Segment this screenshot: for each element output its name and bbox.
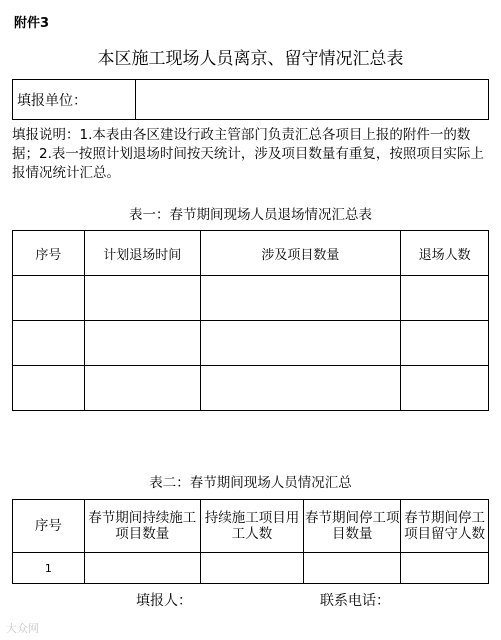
document-title: 本区施工现场人员离京、留守情况汇总表: [97, 49, 404, 69]
table-cell[interactable]: [84, 553, 200, 584]
table-cell[interactable]: [13, 321, 85, 366]
table2-title: 表二：春节期间现场人员情况汇总: [149, 475, 352, 491]
table-cell[interactable]: [13, 276, 85, 321]
table-cell[interactable]: [84, 366, 200, 411]
unit-table: [12, 79, 489, 120]
watermark: 大众网: [6, 622, 39, 635]
table2-header-row: [13, 500, 489, 553]
table-cell[interactable]: [84, 321, 200, 366]
table-cell[interactable]: [13, 366, 85, 411]
table1: [12, 230, 489, 411]
table-cell[interactable]: [401, 553, 489, 584]
table1-header-cell: 计划退场时间: [84, 231, 200, 276]
table2-header-cell: 持续施工项目用工人数: [200, 500, 304, 553]
table1-header-row: [13, 231, 489, 276]
table-cell[interactable]: [84, 276, 200, 321]
table-cell[interactable]: [200, 276, 401, 321]
table-cell[interactable]: 1: [13, 553, 85, 584]
table-cell[interactable]: [401, 276, 489, 321]
table-row: [13, 276, 489, 321]
table2-header-cell: 序号: [13, 500, 85, 553]
table-cell[interactable]: [200, 553, 304, 584]
table-cell[interactable]: [200, 321, 401, 366]
phone-label: 联系电话：: [320, 593, 390, 609]
table-cell[interactable]: [401, 321, 489, 366]
table-row: [13, 366, 489, 411]
unit-label: 填报单位：: [13, 80, 136, 120]
table-row: [13, 553, 489, 584]
table1-title: 表一：春节期间现场人员退场情况汇总表: [129, 207, 372, 223]
table2: [12, 499, 489, 584]
table-cell[interactable]: [200, 366, 401, 411]
table-cell[interactable]: [304, 553, 401, 584]
table1-header-cell: 退场人数: [401, 231, 489, 276]
table2-header-cell: 春节期间停工项目留守人数: [401, 500, 489, 553]
table1-header-cell: 序号: [13, 231, 85, 276]
signer-label: 填报人：: [136, 593, 192, 609]
table-cell[interactable]: [401, 366, 489, 411]
unit-value-field[interactable]: [136, 80, 489, 120]
table1-header-cell: 涉及项目数量: [200, 231, 401, 276]
table2-header-cell: 春节期间持续施工项目数量: [84, 500, 200, 553]
instructions-note: 填报说明：1.本表由各区建设行政主管部门负责汇总各项目上报的附件一的数据；2.表一按照计划退场时间按天统计，涉及项目数量有重复，按照项目实际上报情况统计汇总。: [12, 127, 484, 181]
table-row: [13, 321, 489, 366]
attachment-label: 附件3: [14, 16, 50, 31]
table2-header-cell: 春节期间停工项目数量: [304, 500, 401, 553]
